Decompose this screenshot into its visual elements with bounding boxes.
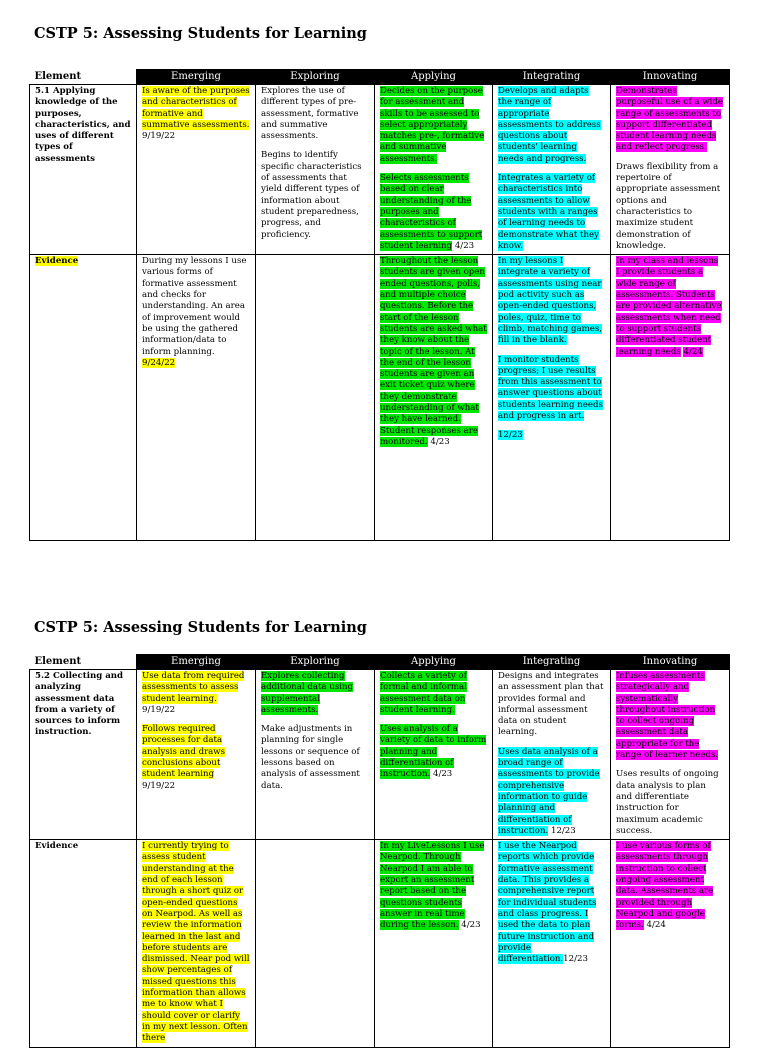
emerging-header: Emerging <box>137 70 256 85</box>
evidence-applying-cell <box>375 840 493 1047</box>
evidence-applying-cell <box>375 255 493 541</box>
emerging-cell <box>137 670 256 840</box>
evidence-emerging-cell <box>137 840 256 1047</box>
exploring-text-1: Explores the use of different types of pre-assessment, formative and summative assessments. <box>261 86 359 142</box>
integrating-text-1: Designs and integrates an assessment plan that provides formal and informal assessment data on student learning. <box>498 671 604 738</box>
evidence-integrating-text-2: I monitor students progress; I use results from this assessment to answer questions about students learning needs and progress in art. <box>498 354 603 422</box>
integrating-date: 12/23 <box>548 825 576 836</box>
innovating-text-2: Uses results of ongoing data analysis to plan and differentiate instruction for maximum academic success. <box>616 769 719 836</box>
innovating-text-1: Demonstrates purposeful use of a wide range of assessments to support differentiated student learning needs and reflect progress. <box>616 86 723 153</box>
applying-header: Applying <box>375 655 493 670</box>
evidence-exploring-cell <box>256 255 375 541</box>
innovating-text-1: Infuses assessments strategically and systematically throughout instruction to collect ongoing assessment data appropriate for the range of learner needs. <box>616 671 719 761</box>
evidence-integrating-cell <box>493 255 611 541</box>
innovating-header: Innovating <box>611 70 730 85</box>
exploring-text-2: Make adjustments in planning for single lessons or sequence of lessons based on analysis of assessment data. <box>261 724 360 791</box>
evidence-applying-text: Throughout the lesson students are given open ended questions, polls, and multiple choice questions. Before the start of the lesson students are asked what they know about the topic of the lesson. At the end of the lesson students are given an exit ticket quiz where they demonstrate understanding of what they have learned. Student responses are monitored. <box>380 256 487 447</box>
element-label: 5.1 Applying knowledge of the purposes, characteristics, and uses of different types of assessments <box>30 85 137 255</box>
integrating-header: Integrating <box>493 70 611 85</box>
applying-header: Applying <box>375 70 493 85</box>
exploring-cell <box>256 85 375 255</box>
innovating-header: Innovating <box>611 655 730 670</box>
innovating-cell <box>611 85 730 255</box>
exploring-text-2: Begins to identify specific characteristics of assessments that yield different types of information about student preparedness, progress, and proficiency. <box>261 150 362 240</box>
evidence-label: Evidence <box>35 256 79 267</box>
rubric-table-5-1 <box>29 69 730 541</box>
evidence-innovating-text: In my class and lessons I provide students a wide range of assessments. Students are provided alternative assessments when need to support students differentiated student learning needs <box>616 256 722 357</box>
evidence-label-cell <box>30 255 137 541</box>
applying-text-1: Decides on the purpose for assessment and skills to be assessed to select appropriately matches pre-, formative and summative assessments. <box>380 86 485 164</box>
evidence-integrating-text: I use the Nearpod reports which provide formative assessment data. This provides a comprehensive report for individual students and class progress. I used the data to plan future instruction and provide differentiation. <box>498 841 597 965</box>
page-title-2: CSTP 5: Assessing Students for Learning <box>34 619 367 636</box>
emerging-date-2: 9/19/22 <box>142 780 176 791</box>
evidence-innovating-cell <box>611 255 730 541</box>
evidence-innovating-date: 4/24 <box>643 920 666 931</box>
emerging-date-1: 9/19/22 <box>142 704 176 715</box>
evidence-emerging-text: During my lessons I use various forms of formative assessment and checks for understanding. An area of improvement would be using the gathered information/data to inform planning. <box>142 256 247 357</box>
evidence-integrating-date: 12/23 <box>498 430 523 441</box>
applying-cell <box>375 670 493 840</box>
integrating-text-2: Integrates a variety of characteristics into assessments to allow students with a ranges of learning needs to demonstrate what they know. <box>498 173 599 251</box>
emerging-cell <box>137 85 256 255</box>
emerging-header: Emerging <box>137 655 256 670</box>
emerging-date: 9/19/22 <box>142 131 176 142</box>
emerging-text-1: Use data from required assessments to assess student learning. <box>142 671 245 704</box>
integrating-text-2: Uses data analysis of a broad range of assessments to provide comprehensive information to guide planning and differentiation of instruction. <box>498 746 600 836</box>
applying-date: 4/23 <box>452 240 475 251</box>
page-title: CSTP 5: Assessing Students for Learning <box>34 25 367 42</box>
element-label: 5.2 Collecting and analyzing assessment data from a variety of sources to inform instruction. <box>30 670 137 840</box>
evidence-applying-date: 4/23 <box>427 436 450 447</box>
evidence-integrating-date: 12/23 <box>563 954 588 965</box>
emerging-text-2: Follows required processes for data analysis and draws conclusions about student learning <box>142 724 226 780</box>
applying-date: 4/23 <box>430 769 453 780</box>
evidence-innovating-date: 4/24 <box>683 346 703 357</box>
evidence-emerging-text: I currently trying to assess student understanding at the end of each lesson through a short quiz or open-ended questions on Nearpod. As well as review the information learned in the last and before students are dismissed. Near pod will show percentages of missed questions this information than allows me to know what I should cover or clarify in my next lesson. Often there <box>142 841 250 1044</box>
exploring-header: Exploring <box>256 70 375 85</box>
element-header: Element <box>30 655 137 670</box>
applying-text-1: Collects a variety of formal and informal assessment data on student learning. <box>380 671 467 715</box>
evidence-applying-date: 4/23 <box>458 920 481 931</box>
rubric-table-5-2 <box>29 654 730 1048</box>
element-header: Element <box>30 70 137 85</box>
exploring-header: Exploring <box>256 655 375 670</box>
innovating-text-2: Draws flexibility from a repertoire of appropriate assessment options and characteristics to maximize student demonstration of knowledge. <box>616 161 721 251</box>
emerging-text: Is aware of the purposes and characteristics of formative and summative assessments. <box>142 86 250 130</box>
exploring-cell <box>256 670 375 840</box>
applying-text-2: Selects assessments based on clear understanding of the purposes and characteristics of assessments to support student learning <box>380 173 483 251</box>
evidence-label: Evidence <box>30 840 137 1047</box>
evidence-innovating-text: I use various forms of assessments through instruction to collect ongoing assessment data. Assessments are provided through Nearpod and google forms. <box>616 841 714 931</box>
exploring-text-1: Explores collecting additional data using supplemental assessments. <box>261 671 354 715</box>
evidence-innovating-cell <box>611 840 730 1047</box>
evidence-emerging-cell <box>137 255 256 541</box>
applying-cell <box>375 85 493 255</box>
applying-text-2: Uses analysis of a variety of data to inform planning and differentiation of instruction. <box>380 724 487 780</box>
integrating-cell <box>493 670 611 840</box>
integrating-text-1: Develops and adapts the range of appropriate assessments to address questions about students' learning needs and progress. <box>498 86 601 164</box>
integrating-cell <box>493 85 611 255</box>
evidence-emerging-date: 9/24/22 <box>142 357 176 368</box>
integrating-header: Integrating <box>493 655 611 670</box>
evidence-integrating-cell <box>493 840 611 1047</box>
innovating-cell <box>611 670 730 840</box>
evidence-applying-text: In my LiveLessons I use Nearpod. Through Nearpod I am able to export an assessment report based on the questions students answer in real time during the lesson. <box>380 841 485 931</box>
evidence-integrating-text-1: In my lessons I integrate a variety of assessments using near pod activity such as open-ended questions, poles, quiz, time to climb, matching games, fill in the blank. <box>498 256 603 346</box>
evidence-exploring-cell <box>256 840 375 1047</box>
